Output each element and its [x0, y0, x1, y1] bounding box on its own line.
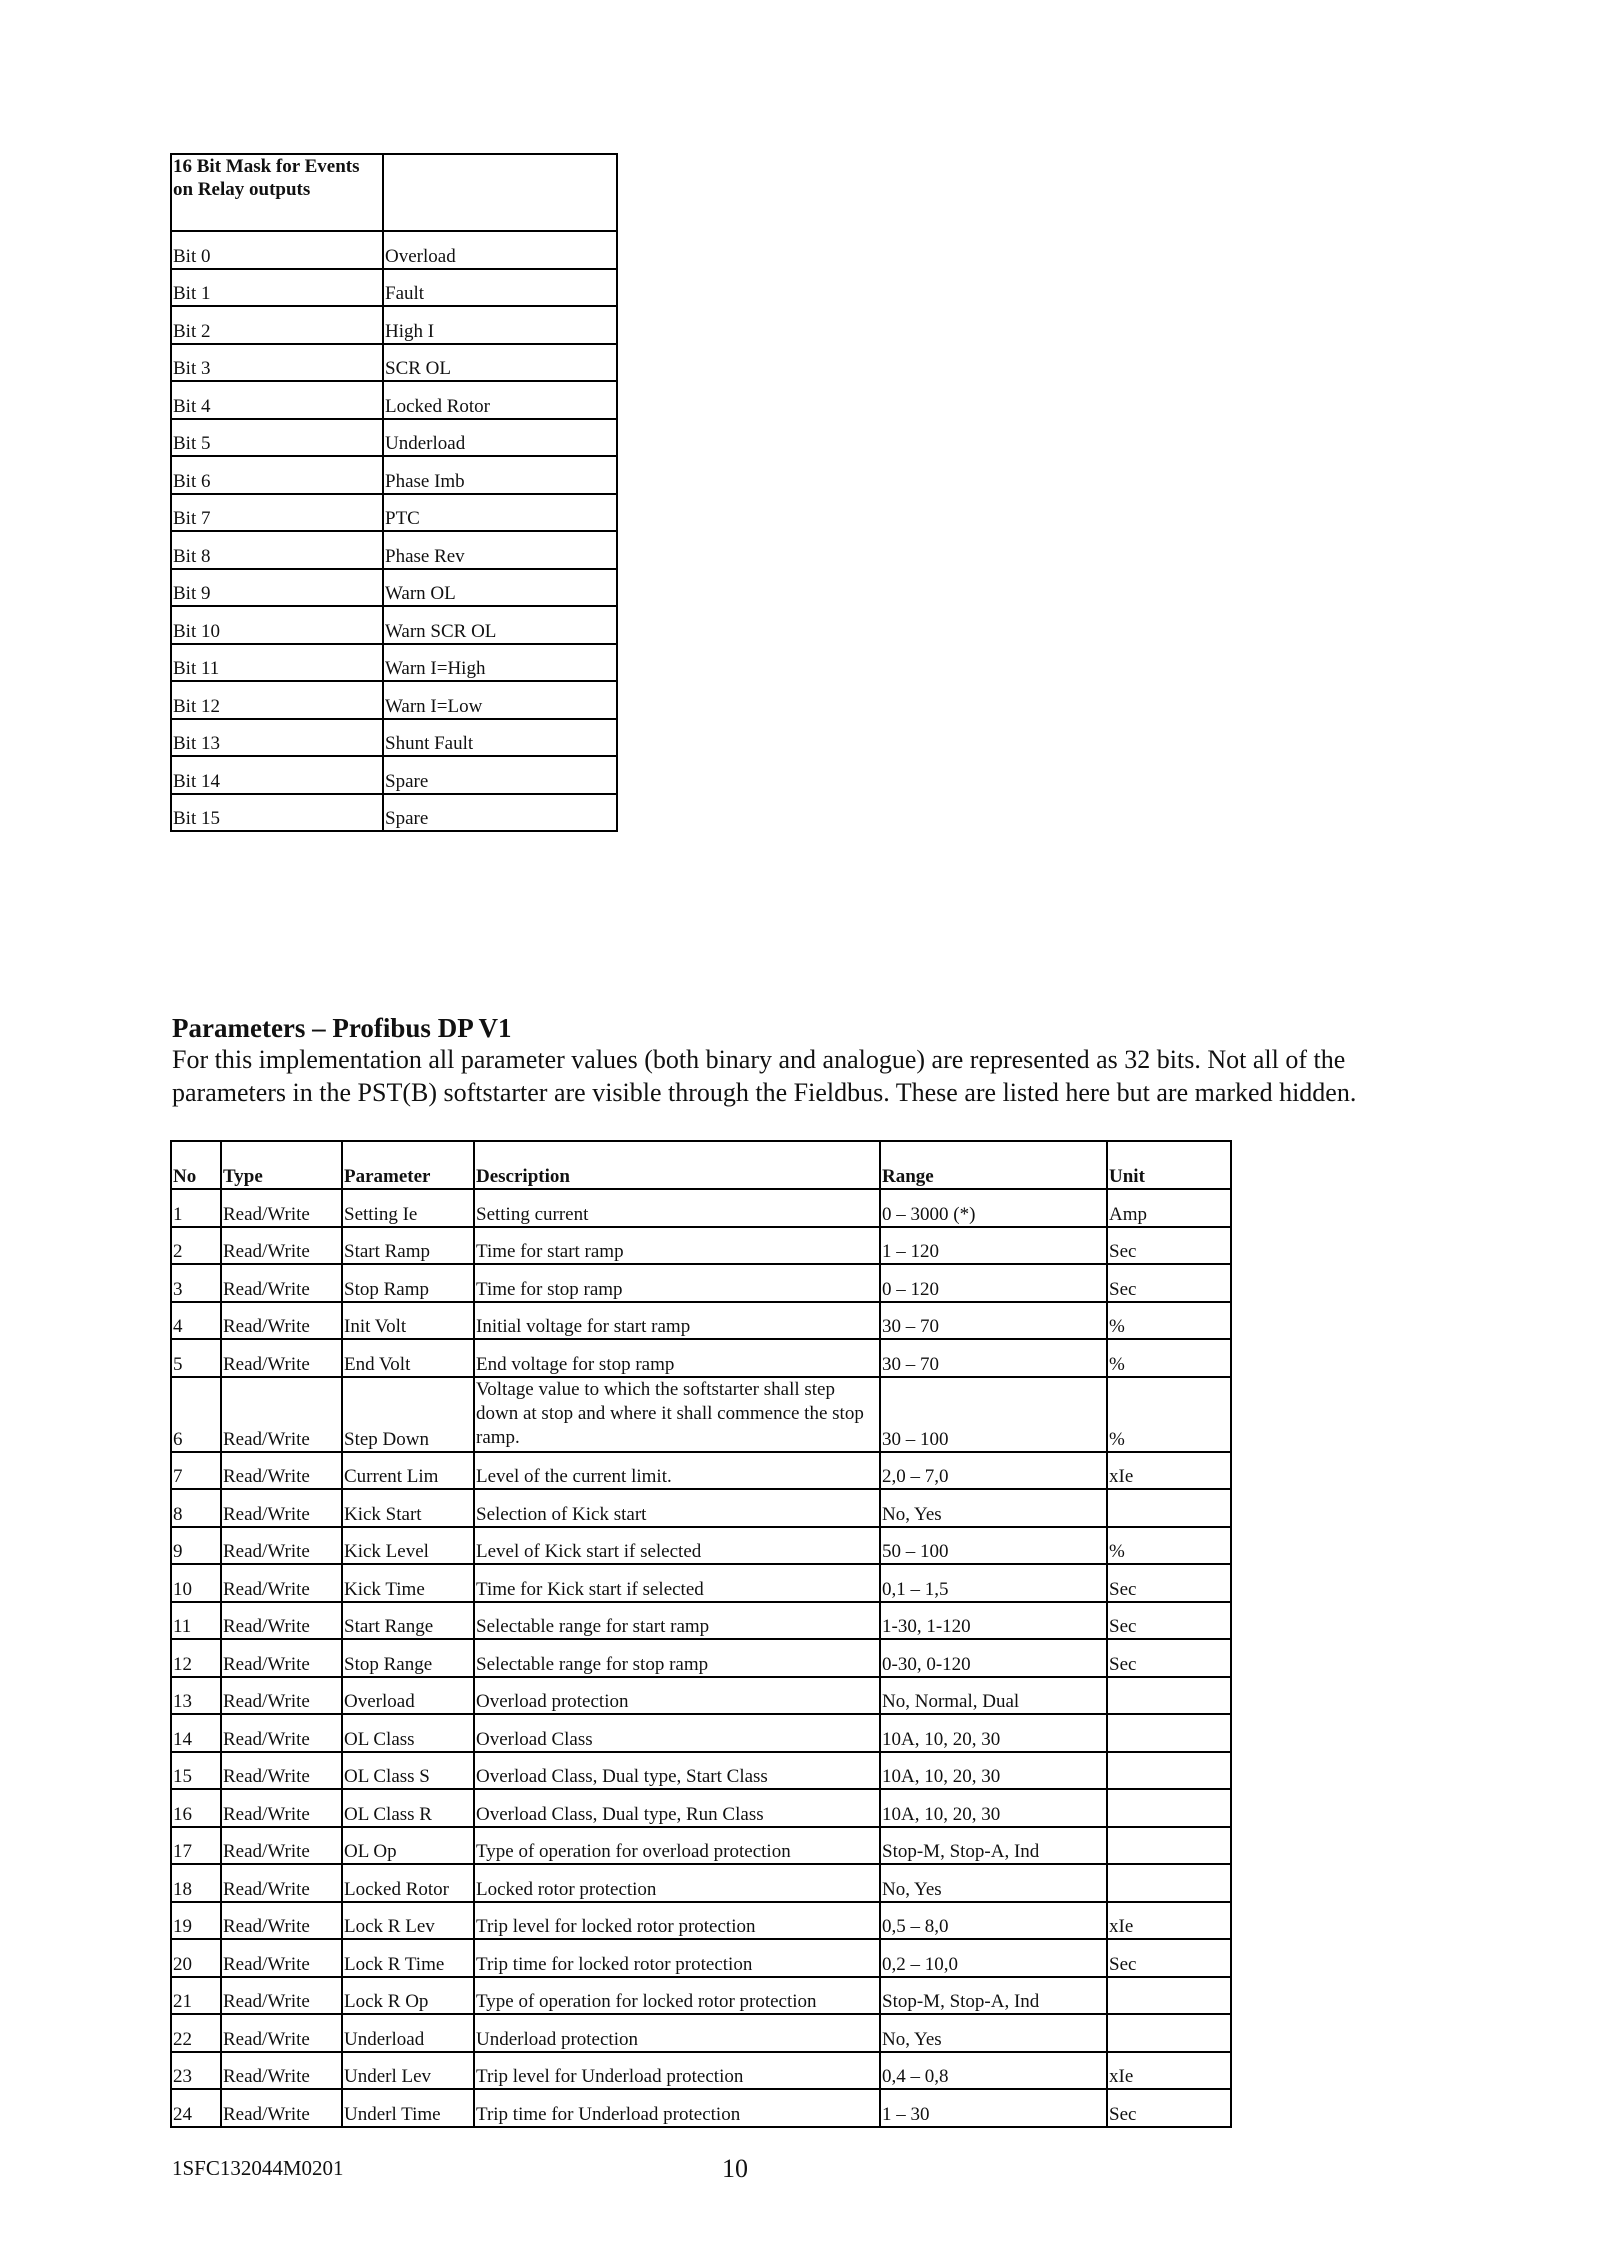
parameter-unit-cell	[1107, 1752, 1231, 1790]
parameter-description-cell: Time for stop ramp	[474, 1264, 880, 1302]
parameter-description-cell: Level of the current limit.	[474, 1452, 880, 1490]
parameter-unit-cell: Amp	[1107, 1189, 1231, 1227]
parameter-range-cell: 1 – 30	[880, 2089, 1107, 2127]
parameter-range-cell: 1 – 120	[880, 1227, 1107, 1265]
parameter-range-cell: 30 – 70	[880, 1339, 1107, 1377]
parameter-row	[171, 1527, 1231, 1565]
parameter-parameter-cell: Step Down	[342, 1377, 474, 1452]
column-header-description: Description	[474, 1141, 880, 1189]
parameter-description-cell: Underload protection	[474, 2014, 880, 2052]
parameter-no-cell: 10	[171, 1564, 221, 1602]
parameter-row	[171, 1789, 1231, 1827]
parameter-type-cell: Read/Write	[221, 1677, 342, 1715]
bitmask-row	[171, 756, 617, 794]
parameter-description-cell: Overload Class, Dual type, Start Class	[474, 1752, 880, 1790]
bitmask-row	[171, 381, 617, 419]
bitmask-event-cell: Phase Imb	[383, 456, 617, 494]
bitmask-event-cell: Locked Rotor	[383, 381, 617, 419]
parameter-row	[171, 1189, 1231, 1227]
parameter-range-cell: 0,2 – 10,0	[880, 1939, 1107, 1977]
parameter-description-cell: Overload Class, Dual type, Run Class	[474, 1789, 880, 1827]
parameter-range-cell: No, Normal, Dual	[880, 1677, 1107, 1715]
parameter-range-cell: 0,5 – 8,0	[880, 1902, 1107, 1940]
bitmask-bit-cell: Bit 3	[171, 344, 383, 382]
parameter-parameter-cell: Kick Start	[342, 1489, 474, 1527]
parameter-description-cell: Selectable range for start ramp	[474, 1602, 880, 1640]
parameter-row	[171, 1227, 1231, 1265]
parameter-parameter-cell: Current Lim	[342, 1452, 474, 1490]
parameter-description-cell: Time for Kick start if selected	[474, 1564, 880, 1602]
parameter-row	[171, 1752, 1231, 1790]
parameter-unit-cell: Sec	[1107, 1564, 1231, 1602]
parameter-range-cell: 0,1 – 1,5	[880, 1564, 1107, 1602]
parameter-type-cell: Read/Write	[221, 2052, 342, 2090]
parameter-range-cell: 0 – 120	[880, 1264, 1107, 1302]
parameter-no-cell: 21	[171, 1977, 221, 2015]
parameter-description-cell: Locked rotor protection	[474, 1864, 880, 1902]
parameter-description-cell: Selectable range for stop ramp	[474, 1639, 880, 1677]
parameter-type-cell: Read/Write	[221, 1602, 342, 1640]
bitmask-table-header: 16 Bit Mask for Events on Relay outputs	[171, 154, 383, 231]
parameter-row	[171, 1264, 1231, 1302]
parameter-type-cell: Read/Write	[221, 1264, 342, 1302]
parameter-type-cell: Read/Write	[221, 1864, 342, 1902]
bitmask-bit-cell: Bit 13	[171, 719, 383, 757]
bitmask-event-cell: Warn I=Low	[383, 681, 617, 719]
bitmask-row	[171, 794, 617, 832]
parameter-parameter-cell: OL Class S	[342, 1752, 474, 1790]
parameter-no-cell: 19	[171, 1902, 221, 1940]
bitmask-table-header-empty	[383, 154, 617, 231]
bitmask-bit-cell: Bit 12	[171, 681, 383, 719]
parameter-no-cell: 15	[171, 1752, 221, 1790]
bitmask-event-cell: High I	[383, 306, 617, 344]
bitmask-row	[171, 606, 617, 644]
parameter-no-cell: 9	[171, 1527, 221, 1565]
parameter-row	[171, 2014, 1231, 2052]
parameter-type-cell: Read/Write	[221, 1527, 342, 1565]
parameter-unit-cell: %	[1107, 1377, 1231, 1452]
bitmask-row	[171, 344, 617, 382]
parameter-no-cell: 1	[171, 1189, 221, 1227]
parameter-parameter-cell: Start Ramp	[342, 1227, 474, 1265]
parameter-type-cell: Read/Write	[221, 2089, 342, 2127]
parameter-no-cell: 11	[171, 1602, 221, 1640]
parameter-description-cell: Trip level for Underload protection	[474, 2052, 880, 2090]
parameter-parameter-cell: Lock R Op	[342, 1977, 474, 2015]
parameter-unit-cell: Sec	[1107, 2089, 1231, 2127]
bitmask-row	[171, 419, 617, 457]
parameter-no-cell: 20	[171, 1939, 221, 1977]
bitmask-bit-cell: Bit 6	[171, 456, 383, 494]
bitmask-event-cell: Phase Rev	[383, 531, 617, 569]
parameter-range-cell: 30 – 100	[880, 1377, 1107, 1452]
parameter-unit-cell: Sec	[1107, 1227, 1231, 1265]
parameter-description-cell: Trip time for locked rotor protection	[474, 1939, 880, 1977]
parameter-unit-cell: %	[1107, 1339, 1231, 1377]
bitmask-row	[171, 269, 617, 307]
parameter-parameter-cell: Kick Level	[342, 1527, 474, 1565]
column-header-no: No	[171, 1141, 221, 1189]
parameter-no-cell: 5	[171, 1339, 221, 1377]
bitmask-row	[171, 681, 617, 719]
parameter-type-cell: Read/Write	[221, 1339, 342, 1377]
bitmask-event-cell: Fault	[383, 269, 617, 307]
parameter-row	[171, 1827, 1231, 1865]
parameter-row	[171, 1939, 1231, 1977]
parameter-parameter-cell: Stop Ramp	[342, 1264, 474, 1302]
document-code: 1SFC132044M0201	[172, 2156, 344, 2180]
parameter-range-cell: 50 – 100	[880, 1527, 1107, 1565]
bitmask-row	[171, 569, 617, 607]
bitmask-event-cell: Warn SCR OL	[383, 606, 617, 644]
bitmask-bit-cell: Bit 5	[171, 419, 383, 457]
parameter-parameter-cell: Lock R Time	[342, 1939, 474, 1977]
bitmask-row	[171, 644, 617, 682]
parameter-description-cell: Overload protection	[474, 1677, 880, 1715]
parameter-description-cell: Overload Class	[474, 1714, 880, 1752]
parameter-description-cell: Setting current	[474, 1189, 880, 1227]
parameter-row	[171, 1977, 1231, 2015]
parameter-description-cell: Type of operation for locked rotor protection	[474, 1977, 880, 2015]
bitmask-bit-cell: Bit 0	[171, 231, 383, 269]
parameter-description-cell: Initial voltage for start ramp	[474, 1302, 880, 1340]
parameter-no-cell: 23	[171, 2052, 221, 2090]
parameters-table	[170, 1140, 1232, 2128]
parameter-unit-cell	[1107, 1827, 1231, 1865]
parameter-unit-cell	[1107, 1714, 1231, 1752]
parameter-row	[171, 1864, 1231, 1902]
bitmask-bit-cell: Bit 1	[171, 269, 383, 307]
parameter-unit-cell	[1107, 1977, 1231, 2015]
bitmask-bit-cell: Bit 10	[171, 606, 383, 644]
bitmask-bit-cell: Bit 4	[171, 381, 383, 419]
parameter-row	[171, 1377, 1231, 1452]
parameter-range-cell: No, Yes	[880, 1489, 1107, 1527]
parameter-row	[171, 1602, 1231, 1640]
bitmask-bit-cell: Bit 8	[171, 531, 383, 569]
parameter-type-cell: Read/Write	[221, 1489, 342, 1527]
parameter-row	[171, 1302, 1231, 1340]
parameter-description-cell: Level of Kick start if selected	[474, 1527, 880, 1565]
parameter-type-cell: Read/Write	[221, 1789, 342, 1827]
parameter-parameter-cell: End Volt	[342, 1339, 474, 1377]
parameter-range-cell: 10A, 10, 20, 30	[880, 1789, 1107, 1827]
parameter-description-cell: Type of operation for overload protection	[474, 1827, 880, 1865]
parameter-range-cell: Stop-M, Stop-A, Ind	[880, 1827, 1107, 1865]
parameter-range-cell: 2,0 – 7,0	[880, 1452, 1107, 1490]
parameter-parameter-cell: Start Range	[342, 1602, 474, 1640]
parameter-range-cell: 0 – 3000 (*)	[880, 1189, 1107, 1227]
parameter-type-cell: Read/Write	[221, 1227, 342, 1265]
parameter-unit-cell: %	[1107, 1527, 1231, 1565]
bitmask-event-cell: Warn I=High	[383, 644, 617, 682]
bitmask-event-cell: Warn OL	[383, 569, 617, 607]
bitmask-table-header-row	[171, 154, 617, 231]
parameter-row	[171, 1902, 1231, 1940]
parameter-range-cell: No, Yes	[880, 2014, 1107, 2052]
section-title: Parameters – Profibus DP V1	[172, 1013, 512, 1043]
parameter-parameter-cell: Setting Ie	[342, 1189, 474, 1227]
parameter-parameter-cell: OL Class R	[342, 1789, 474, 1827]
parameter-no-cell: 18	[171, 1864, 221, 1902]
parameter-unit-cell: Sec	[1107, 1602, 1231, 1640]
bitmask-row	[171, 231, 617, 269]
parameter-parameter-cell: Underload	[342, 2014, 474, 2052]
parameter-row	[171, 1452, 1231, 1490]
parameter-parameter-cell: Overload	[342, 1677, 474, 1715]
relay-event-bitmask-table	[170, 153, 618, 832]
parameter-description-cell: Trip time for Underload protection	[474, 2089, 880, 2127]
bitmask-bit-cell: Bit 14	[171, 756, 383, 794]
bitmask-row	[171, 306, 617, 344]
parameter-type-cell: Read/Write	[221, 1452, 342, 1490]
parameter-type-cell: Read/Write	[221, 1827, 342, 1865]
parameter-description-cell: Voltage value to which the softstarter shall step down at stop and where it shall commence the stop ramp.	[474, 1377, 880, 1452]
parameter-parameter-cell: OL Op	[342, 1827, 474, 1865]
parameter-no-cell: 3	[171, 1264, 221, 1302]
parameter-no-cell: 24	[171, 2089, 221, 2127]
bitmask-row	[171, 494, 617, 532]
parameter-type-cell: Read/Write	[221, 1902, 342, 1940]
parameter-unit-cell	[1107, 1789, 1231, 1827]
parameter-type-cell: Read/Write	[221, 1752, 342, 1790]
parameter-range-cell: Stop-M, Stop-A, Ind	[880, 1977, 1107, 2015]
parameter-range-cell: No, Yes	[880, 1864, 1107, 1902]
bitmask-table-body	[171, 154, 617, 831]
parameter-unit-cell: Sec	[1107, 1939, 1231, 1977]
parameter-description-cell: Trip level for locked rotor protection	[474, 1902, 880, 1940]
parameter-no-cell: 14	[171, 1714, 221, 1752]
parameter-unit-cell	[1107, 1489, 1231, 1527]
parameter-range-cell: 0,4 – 0,8	[880, 2052, 1107, 2090]
parameter-row	[171, 1677, 1231, 1715]
parameter-description-cell: Selection of Kick start	[474, 1489, 880, 1527]
parameter-row	[171, 1639, 1231, 1677]
bitmask-row	[171, 456, 617, 494]
parameter-no-cell: 6	[171, 1377, 221, 1452]
column-header-range: Range	[880, 1141, 1107, 1189]
parameter-range-cell: 10A, 10, 20, 30	[880, 1714, 1107, 1752]
parameter-no-cell: 2	[171, 1227, 221, 1265]
parameter-unit-cell: xIe	[1107, 1902, 1231, 1940]
parameter-no-cell: 16	[171, 1789, 221, 1827]
parameter-no-cell: 7	[171, 1452, 221, 1490]
parameter-row	[171, 1714, 1231, 1752]
bitmask-bit-cell: Bit 9	[171, 569, 383, 607]
parameter-row	[171, 2089, 1231, 2127]
parameters-table-header-row	[171, 1141, 1231, 1189]
parameter-unit-cell: xIe	[1107, 1452, 1231, 1490]
parameter-parameter-cell: OL Class	[342, 1714, 474, 1752]
parameter-no-cell: 22	[171, 2014, 221, 2052]
parameters-table-body	[171, 1141, 1231, 2127]
parameter-unit-cell	[1107, 2014, 1231, 2052]
parameter-type-cell: Read/Write	[221, 1377, 342, 1452]
parameter-type-cell: Read/Write	[221, 1639, 342, 1677]
bitmask-event-cell: Shunt Fault	[383, 719, 617, 757]
parameter-unit-cell	[1107, 1864, 1231, 1902]
page-number: 10	[722, 2154, 748, 2183]
parameter-range-cell: 10A, 10, 20, 30	[880, 1752, 1107, 1790]
bitmask-bit-cell: Bit 11	[171, 644, 383, 682]
parameter-range-cell: 0-30, 0-120	[880, 1639, 1107, 1677]
bitmask-event-cell: PTC	[383, 494, 617, 532]
parameter-unit-cell: %	[1107, 1302, 1231, 1340]
parameter-parameter-cell: Kick Time	[342, 1564, 474, 1602]
parameter-type-cell: Read/Write	[221, 1564, 342, 1602]
parameter-row	[171, 1339, 1231, 1377]
parameter-parameter-cell: Stop Range	[342, 1639, 474, 1677]
parameter-parameter-cell: Underl Time	[342, 2089, 474, 2127]
parameter-parameter-cell: Underl Lev	[342, 2052, 474, 2090]
parameter-description-cell: End voltage for stop ramp	[474, 1339, 880, 1377]
parameter-no-cell: 8	[171, 1489, 221, 1527]
parameter-parameter-cell: Init Volt	[342, 1302, 474, 1340]
parameter-no-cell: 17	[171, 1827, 221, 1865]
column-header-unit: Unit	[1107, 1141, 1231, 1189]
parameter-unit-cell: xIe	[1107, 2052, 1231, 2090]
bitmask-event-cell: Underload	[383, 419, 617, 457]
parameter-unit-cell: Sec	[1107, 1639, 1231, 1677]
bitmask-bit-cell: Bit 2	[171, 306, 383, 344]
bitmask-bit-cell: Bit 15	[171, 794, 383, 832]
bitmask-event-cell: Spare	[383, 794, 617, 832]
section-intro: For this implementation all parameter values (both binary and analogue) are represented as 32 bits. Not all of the parameters in the PST(B) softstarter are visible through the Fieldbus. These are listed here but are marked hidden.	[172, 1045, 1357, 1107]
bitmask-event-cell: Overload	[383, 231, 617, 269]
parameter-no-cell: 13	[171, 1677, 221, 1715]
bitmask-event-cell: SCR OL	[383, 344, 617, 382]
parameter-type-cell: Read/Write	[221, 1977, 342, 2015]
parameter-unit-cell: Sec	[1107, 1264, 1231, 1302]
parameter-no-cell: 12	[171, 1639, 221, 1677]
parameter-parameter-cell: Locked Rotor	[342, 1864, 474, 1902]
parameter-range-cell: 30 – 70	[880, 1302, 1107, 1340]
parameter-parameter-cell: Lock R Lev	[342, 1902, 474, 1940]
bitmask-bit-cell: Bit 7	[171, 494, 383, 532]
column-header-parameter: Parameter	[342, 1141, 474, 1189]
parameter-type-cell: Read/Write	[221, 1302, 342, 1340]
parameter-type-cell: Read/Write	[221, 2014, 342, 2052]
parameter-type-cell: Read/Write	[221, 1189, 342, 1227]
bitmask-event-cell: Spare	[383, 756, 617, 794]
parameter-no-cell: 4	[171, 1302, 221, 1340]
parameter-type-cell: Read/Write	[221, 1714, 342, 1752]
bitmask-row	[171, 719, 617, 757]
parameter-row	[171, 1564, 1231, 1602]
parameter-row	[171, 2052, 1231, 2090]
parameter-row	[171, 1489, 1231, 1527]
parameter-unit-cell	[1107, 1677, 1231, 1715]
column-header-type: Type	[221, 1141, 342, 1189]
parameter-range-cell: 1-30, 1-120	[880, 1602, 1107, 1640]
parameter-description-cell: Time for start ramp	[474, 1227, 880, 1265]
parameter-type-cell: Read/Write	[221, 1939, 342, 1977]
bitmask-row	[171, 531, 617, 569]
